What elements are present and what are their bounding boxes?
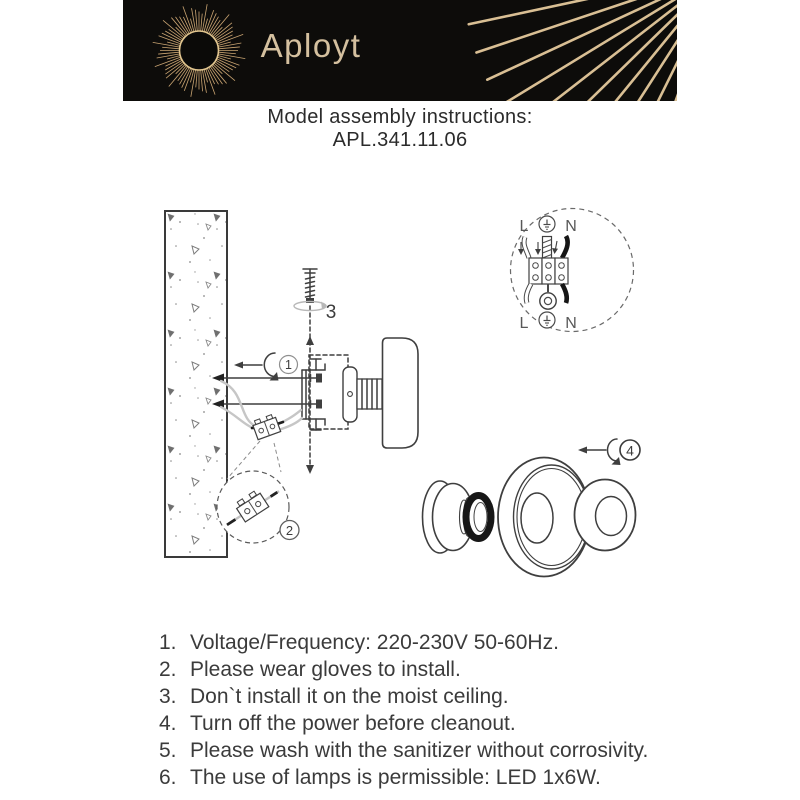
page-title: Model assembly instructions: (267, 106, 533, 128)
brand-name: Aployt (260, 27, 362, 64)
instruction-text: Don`t install it on the moist ceiling. (190, 685, 509, 708)
canopy-bracket (302, 355, 348, 430)
lamp-mount-parts (343, 338, 418, 448)
instruction-number: 6. (159, 766, 177, 789)
list-item (159, 683, 679, 710)
neutral-label-top: N (565, 218, 577, 235)
step-3-label: 3 (325, 302, 337, 323)
earth-icon (539, 216, 555, 232)
step-2-label: 2 (285, 523, 294, 538)
rotation-arrow-icon (608, 439, 617, 461)
terminal-block (529, 258, 568, 284)
list-item (159, 710, 679, 737)
instruction-text: The use of lamps is permissible: LED 1x6W. (190, 766, 601, 789)
lamp-exploded-view (423, 439, 641, 577)
ring-terminal-icon (540, 293, 556, 309)
instruction-text: Turn off the power before cleanout. (190, 712, 516, 735)
wiring-detail (511, 209, 634, 333)
wire-callout (217, 441, 299, 543)
lamp-body-side (383, 338, 419, 448)
instruction-number: 1. (159, 631, 177, 654)
step-1-label: 1 (285, 358, 292, 372)
mounting-screw (294, 269, 336, 323)
instruction-text: Please wear gloves to install. (190, 658, 461, 681)
instruction-number: 5. (159, 739, 177, 762)
rotation-step-1 (234, 353, 298, 381)
step-4-label: 4 (626, 442, 634, 459)
live-label-top: L (519, 218, 529, 235)
earth-icon (539, 312, 555, 328)
instruction-number: 3. (159, 685, 177, 708)
list-item (159, 737, 679, 764)
rotation-step-4 (578, 439, 640, 465)
live-label-bottom: L (519, 315, 529, 332)
instructions-list (159, 629, 679, 791)
list-item (159, 656, 679, 683)
list-item (159, 764, 679, 791)
instruction-number: 4. (159, 712, 177, 735)
supply-wires (221, 381, 302, 440)
instruction-text: Please wash with the sanitizer without corrosivity. (190, 739, 649, 762)
neutral-label-bottom: N (565, 315, 577, 332)
instruction-text: Voltage/Frequency: 220-230V 50-60Hz. (190, 631, 559, 654)
wire-terminal (252, 414, 281, 440)
list-item (159, 629, 679, 656)
screw-axis (306, 306, 314, 474)
instruction-number: 2. (159, 658, 177, 681)
rotation-arrow-icon (264, 353, 275, 377)
model-number: APL.341.11.06 (332, 129, 468, 151)
